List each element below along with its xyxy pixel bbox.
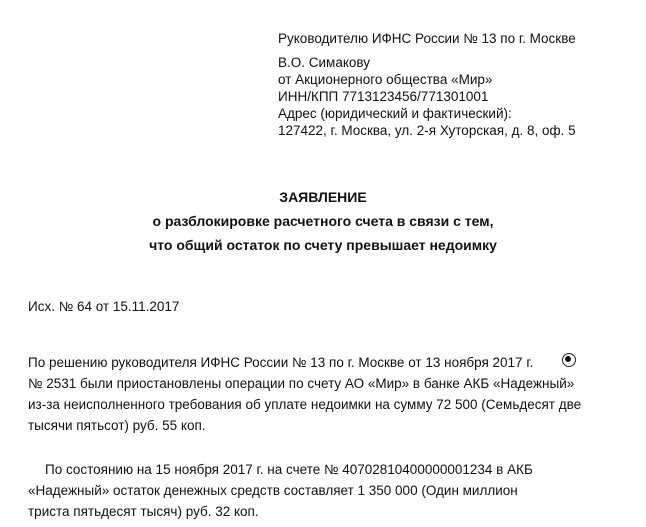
sender-inn-kpp: ИНН/КПП 7713123456/771301001: [278, 89, 489, 104]
paragraph-balance: [28, 459, 598, 522]
paragraph-suspension: [28, 352, 598, 436]
sender-organization: от Акционерного общества «Мир»: [278, 72, 493, 87]
paragraph-line: № 2531 были приостановлены операции по счету АО «Мир» в банке АКБ «Надежный»: [28, 376, 575, 391]
paragraph-line: «Надежный» остаток денежных средств составляет 1 350 000 (Один миллион: [28, 483, 518, 498]
addressee-name: В.О. Симакову: [278, 55, 371, 70]
paragraph-line: По состоянию на 15 ноября 2017 г. на счете № 40702810400000001234 в АКБ: [45, 462, 533, 477]
addressee-block: [278, 30, 638, 139]
paragraph-line: тысячи пятьсот) руб. 55 коп.: [28, 418, 206, 433]
paragraph-line: из-за неисполненного требования об уплате недоимки на сумму 72 500 (Семьдесят две: [28, 397, 582, 412]
sender-address: 127422, г. Москва, ул. 2-я Хуторская, д. 8, оф. 5: [278, 123, 576, 138]
title-subtitle-1: о разблокировке расчетного счета в связи с тем,: [152, 213, 494, 229]
document-title: [0, 186, 646, 257]
paragraph-line: триста пятьдесят тысяч) руб. 32 коп.: [28, 504, 259, 519]
addressee-recipient: Руководителю ИФНС России № 13 по г. Москве: [278, 31, 576, 46]
outgoing-number: Исх. № 64 от 15.11.2017: [28, 299, 180, 314]
title-heading: ЗАЯВЛЕНИЕ: [279, 189, 367, 205]
title-subtitle-2: что общий остаток по счету превышает недоимку: [149, 237, 497, 253]
radio-button-selected[interactable]: [562, 353, 576, 367]
sender-address-label: Адрес (юридический и фактический):: [278, 106, 512, 121]
paragraph-line: По решению руководителя ИФНС России № 13 по г. Москве от 13 ноября 2017 г.: [28, 355, 534, 370]
